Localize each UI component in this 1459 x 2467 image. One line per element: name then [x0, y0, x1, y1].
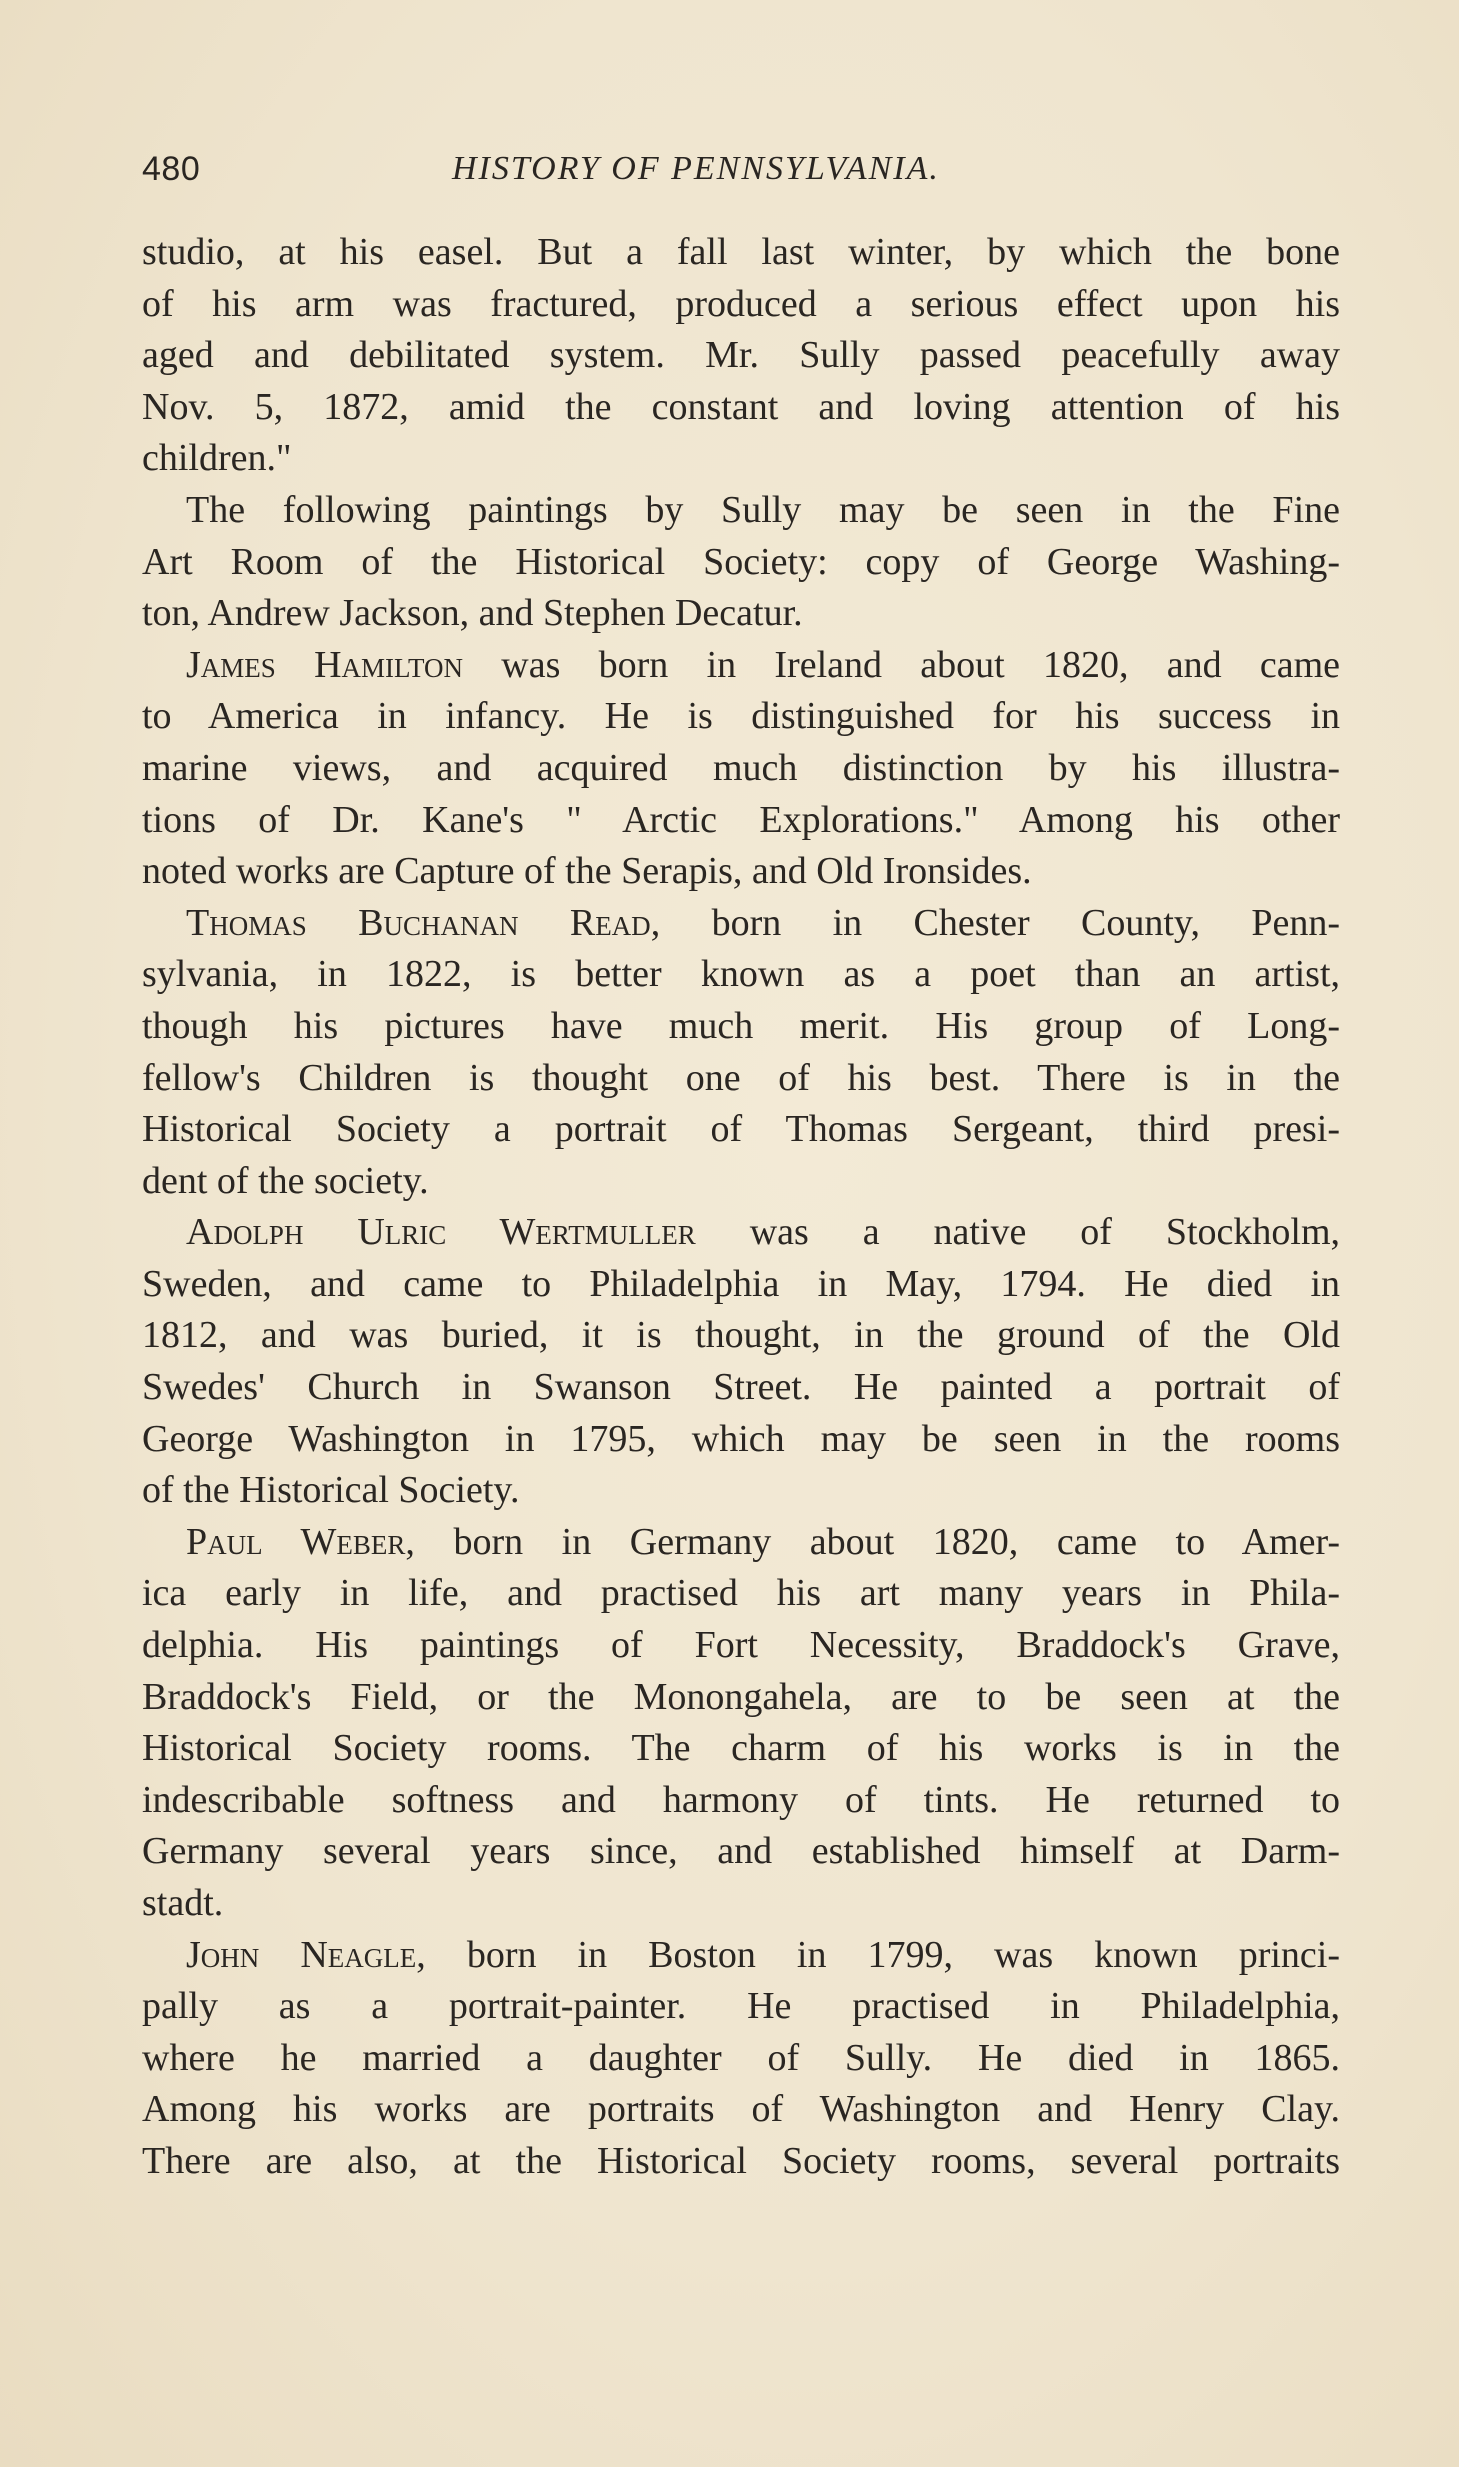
text-line	[142, 227, 1340, 279]
line-text: , born in Chester County, Penn-	[650, 901, 1340, 944]
page-number: 480	[142, 150, 201, 188]
artist-name: Thomas Buchanan Read	[186, 901, 651, 944]
text-line	[142, 433, 1340, 485]
line-text: There are also, at the Historical Society rooms, several portraits	[142, 2139, 1340, 2182]
text-line	[142, 1310, 1340, 1362]
line-text: noted works are Capture of the Serapis, and Old Ironsides.	[142, 850, 1032, 893]
text-line	[142, 2033, 1340, 2085]
artist-name: John Neagle	[186, 1933, 417, 1976]
line-text: marine views, and acquired much distinction by his illustra-	[142, 746, 1340, 789]
line-text: , born in Germany about 1820, came to Amer-	[405, 1520, 1340, 1563]
text-line	[142, 1001, 1340, 1053]
text-line	[142, 330, 1340, 382]
line-text: delphia. His paintings of Fort Necessity, Braddock's Grave,	[142, 1624, 1340, 1667]
text-line	[142, 1878, 1340, 1930]
text-line	[142, 1259, 1340, 1311]
text-line	[142, 949, 1340, 1001]
text-line	[142, 1465, 1340, 1517]
line-text: ton, Andrew Jackson, and Stephen Decatur.	[142, 592, 803, 635]
text-line	[142, 1104, 1340, 1156]
line-text: The following paintings by Sully may be seen in the Fine	[186, 488, 1340, 531]
line-text: of his arm was fractured, produced a serious effect upon his	[142, 282, 1340, 325]
text-line	[142, 846, 1340, 898]
text-line	[142, 795, 1340, 847]
line-text: Historical Society a portrait of Thomas Sergeant, third presi-	[142, 1108, 1340, 1151]
text-line	[142, 898, 1340, 950]
artist-name: Adolph Ulric Wertmuller	[186, 1211, 696, 1254]
text-line	[142, 1414, 1340, 1466]
text-line	[142, 1981, 1340, 2033]
line-text: was a native of Stockholm,	[695, 1211, 1341, 1254]
line-text: , born in Boston in 1799, was known princi-	[416, 1933, 1341, 1976]
text-line	[142, 2084, 1340, 2136]
line-text: dent of the society.	[142, 1159, 429, 1202]
text-line	[142, 691, 1340, 743]
text-line	[142, 2136, 1340, 2188]
line-text: to America in infancy. He is distinguished for his success in	[142, 695, 1340, 738]
text-line	[142, 1930, 1340, 1982]
line-text: Swedes' Church in Swanson Street. He painted a portrait of	[142, 1366, 1340, 1409]
text-line	[142, 1053, 1340, 1105]
page-header	[142, 150, 1342, 200]
line-text: Art Room of the Historical Society: copy of George Washing-	[142, 540, 1340, 583]
text-line	[142, 1568, 1340, 1620]
text-line	[142, 588, 1340, 640]
running-head: HISTORY OF PENNSYLVANIA.	[452, 150, 940, 187]
line-text: Sweden, and came to Philadelphia in May, 1794. He died in	[142, 1262, 1340, 1305]
line-text: studio, at his easel. But a fall last winter, by which the bone	[142, 231, 1340, 273]
line-text: Among his works are portraits of Washington and Henry Clay.	[142, 2088, 1340, 2131]
line-text: tions of Dr. Kane's " Arctic Explorations." Among his other	[142, 798, 1340, 841]
text-line	[142, 537, 1340, 589]
text-line	[142, 1723, 1340, 1775]
line-text: Nov. 5, 1872, amid the constant and loving attention of his	[142, 385, 1340, 428]
line-text: George Washington in 1795, which may be seen in the rooms	[142, 1417, 1340, 1460]
line-text: Historical Society rooms. The charm of his works is in the	[142, 1727, 1340, 1770]
text-line	[142, 1517, 1340, 1569]
line-text: indescribable softness and harmony of tints. He returned to	[142, 1778, 1340, 1821]
line-text: 1812, and was buried, it is thought, in the ground of the Old	[142, 1314, 1340, 1357]
text-line	[142, 279, 1340, 331]
line-text: pally as a portrait-painter. He practised in Philadelphia,	[142, 1985, 1340, 2028]
line-text: was born in Ireland about 1820, and came	[463, 643, 1340, 686]
text-line	[142, 1362, 1340, 1414]
line-text: ica early in life, and practised his art many years in Phila-	[142, 1572, 1340, 1615]
text-line	[142, 1775, 1340, 1827]
line-text: stadt.	[142, 1882, 224, 1924]
text-line	[142, 640, 1340, 692]
line-text: Braddock's Field, or the Monongahela, are to be seen at the	[142, 1675, 1340, 1718]
line-text: fellow's Children is thought one of his best. There is in the	[142, 1056, 1340, 1099]
line-text: Germany several years since, and established himself at Darm-	[142, 1830, 1340, 1873]
artist-name: Paul Weber	[186, 1520, 406, 1563]
text-line	[142, 485, 1340, 537]
text-line	[142, 1826, 1340, 1878]
line-text: sylvania, in 1822, is better known as a poet than an artist,	[142, 953, 1340, 996]
line-text: though his pictures have much merit. His group of Long-	[142, 1004, 1340, 1047]
body-text	[142, 227, 1340, 2188]
line-text: where he married a daughter of Sully. He died in 1865.	[142, 2036, 1340, 2079]
line-text: children."	[142, 437, 292, 480]
text-line	[142, 743, 1340, 795]
line-text: of the Historical Society.	[142, 1469, 520, 1512]
text-line	[142, 382, 1340, 434]
text-line	[142, 1156, 1340, 1208]
text-line	[142, 1672, 1340, 1724]
artist-name: James Hamilton	[186, 643, 464, 686]
line-text: aged and debilitated system. Mr. Sully passed peacefully away	[142, 334, 1340, 377]
text-line	[142, 1207, 1340, 1259]
text-line	[142, 1620, 1340, 1672]
